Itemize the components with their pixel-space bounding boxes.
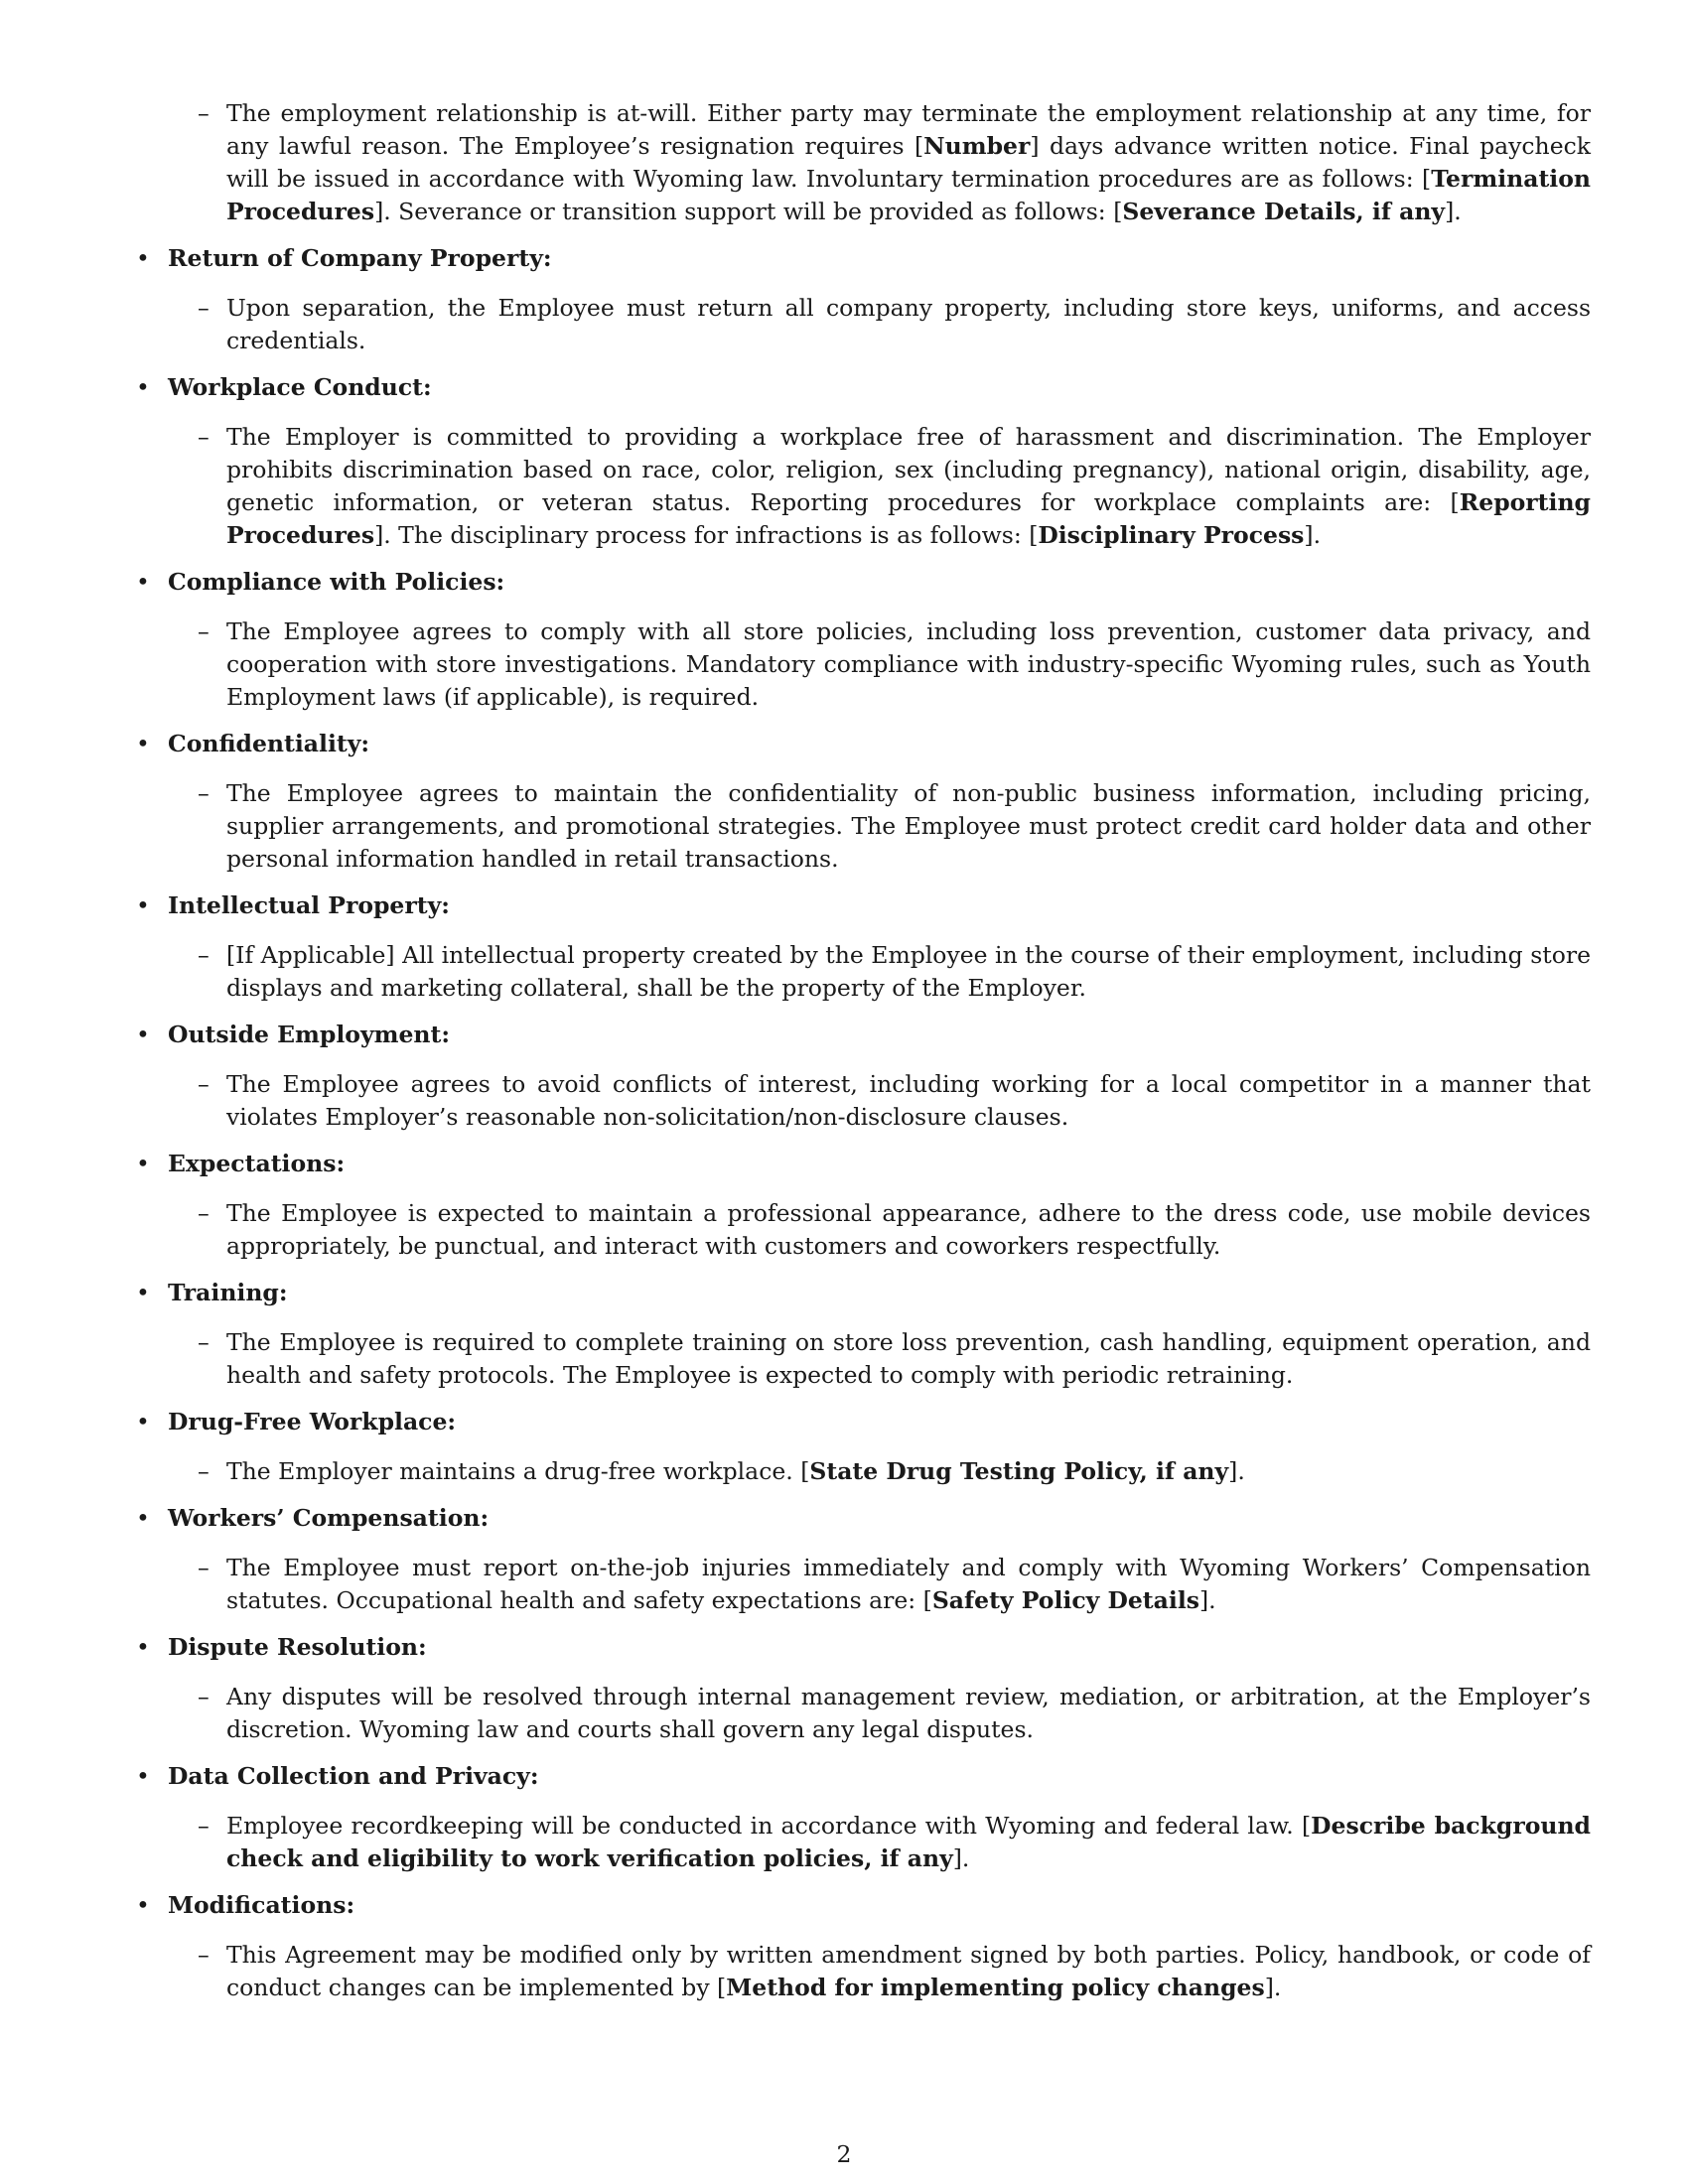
clause-text (131, 97, 1591, 228)
text-run: ]. (1445, 198, 1462, 225)
text-run: Upon separation, the Employee must return all company property, including store keys, uniforms, and access credentials. (226, 294, 1591, 354)
text-run: The Employee agrees to maintain the confidentiality of non-public business information, including pricing, supplier arrangements, and promotional strategies. The Employee must protect credit card holder data and other personal information handled in retail transactions. (226, 779, 1591, 873)
section-heading: • Workers’ Compensation: (131, 1502, 1591, 1535)
placeholder-field: State Drug Testing Policy, if any (809, 1457, 1229, 1485)
section (131, 566, 1591, 714)
section-heading: • Training: (131, 1277, 1591, 1309)
text-run: ]. (952, 1844, 970, 1872)
clause-text (131, 939, 1591, 1005)
section-heading: • Modifications: (131, 1889, 1591, 1922)
section-heading: • Dispute Resolution: (131, 1631, 1591, 1664)
section (131, 1148, 1591, 1263)
section-heading: • Drug-Free Workplace: (131, 1406, 1591, 1438)
text-run: The Employee is required to complete training on store loss prevention, cash handling, equipment operation, and health and safety protocols. The Employee is expected to comply with periodic retraining. (226, 1328, 1591, 1389)
placeholder-field: Describe background check and eligibility to work verification policies, if any (226, 1812, 1591, 1872)
text-run: The employment relationship is at-will. Either party may terminate the employment relationship at any time, for any lawful reason. The Employee’s resignation requires [ (226, 99, 1591, 160)
section-heading: • Intellectual Property: (131, 889, 1591, 922)
text-run: ]. (1304, 521, 1322, 549)
section-heading: • Return of Company Property: (131, 242, 1591, 275)
text-run: ]. (1264, 1974, 1282, 2001)
text-run: The Employee agrees to comply with all store policies, including loss prevention, customer data privacy, and cooperation with store investigations. Mandatory compliance with industry-specific Wyoming rules, such as Youth Employment laws (if applicable), is required. (226, 617, 1591, 711)
clause-text (131, 1810, 1591, 1875)
section (131, 1760, 1591, 1875)
clause-text (131, 1326, 1591, 1392)
section (131, 1406, 1591, 1488)
document-body (131, 97, 1591, 2004)
text-run: The Employee must report on-the-job injuries immediately and comply with Wyoming Workers’ Compensation statutes. Occupational health and safety expectations are: [ (226, 1554, 1591, 1614)
placeholder-field: Reporting Procedures (226, 488, 1591, 549)
text-run: ]. (1198, 1586, 1216, 1614)
section-heading: • Outside Employment: (131, 1019, 1591, 1051)
text-run: ]. The disciplinary process for infractions is as follows: [ (374, 521, 1039, 549)
section (131, 1631, 1591, 1746)
text-run: Employee recordkeeping will be conducted in accordance with Wyoming and federal law. [ (226, 1812, 1312, 1840)
section (131, 1502, 1591, 1617)
text-run: The Employee is expected to maintain a professional appearance, adhere to the dress code, use mobile devices appropriately, be punctual, and interact with customers and coworkers respectfully. (226, 1199, 1591, 1260)
clause-text (131, 1068, 1591, 1134)
section-heading: • Confidentiality: (131, 728, 1591, 760)
section (131, 1277, 1591, 1392)
text-run: ] days advance written notice. Final paycheck will be issued in accordance with Wyoming law. Involuntary termination procedures are as follows: [ (226, 132, 1592, 193)
text-run: [If Applicable] All intellectual property created by the Employee in the course of their employment, including store displays and marketing collateral, shall be the property of the Employer. (226, 941, 1591, 1002)
section-heading: • Workplace Conduct: (131, 371, 1591, 404)
placeholder-field: Severance Details, if any (1122, 198, 1446, 225)
section (131, 371, 1591, 552)
clause-text (131, 615, 1591, 714)
placeholder-field: Number (923, 132, 1031, 160)
text-run: The Employer maintains a drug-free workplace. [ (226, 1457, 810, 1485)
text-run: ]. Severance or transition support will be provided as follows: [ (374, 198, 1123, 225)
clause-text (131, 1939, 1591, 2004)
text-run: ]. (1228, 1457, 1245, 1485)
clause-text (131, 1552, 1591, 1617)
text-run: This Agreement may be modified only by written amendment signed by both parties. Policy, handbook, or code of conduct changes can be implemented by [ (226, 1941, 1591, 2001)
section (131, 1889, 1591, 2004)
section (131, 97, 1591, 228)
page-number: 2 (836, 2140, 852, 2168)
placeholder-field: Method for implementing policy changes (726, 1974, 1265, 2001)
text-run: Any disputes will be resolved through internal management review, mediation, or arbitration, at the Employer’s discretion. Wyoming law and courts shall govern any legal disputes. (226, 1683, 1591, 1743)
section (131, 889, 1591, 1005)
clause-text (131, 777, 1591, 876)
section (131, 1019, 1591, 1134)
section-heading: • Compliance with Policies: (131, 566, 1591, 599)
section-heading: • Expectations: (131, 1148, 1591, 1180)
text-run: The Employee agrees to avoid conflicts of interest, including working for a local competitor in a manner that violates Employer’s reasonable non-solicitation/non-disclosure clauses. (226, 1070, 1591, 1131)
placeholder-field: Termination Procedures (226, 165, 1591, 225)
clause-text (131, 1197, 1591, 1263)
placeholder-field: Safety Policy Details (931, 1586, 1199, 1614)
section-heading: • Data Collection and Privacy: (131, 1760, 1591, 1793)
text-run: The Employer is committed to providing a workplace free of harassment and discrimination. The Employer prohibits discrimination based on race, color, religion, sex (including pregnancy), national origin, disability, age, genetic information, or veteran status. Reporting procedures for workplace complaints are: [ (226, 423, 1591, 516)
clause-text (131, 421, 1591, 552)
placeholder-field: Disciplinary Process (1038, 521, 1305, 549)
clause-text (131, 1455, 1591, 1488)
clause-text (131, 1681, 1591, 1746)
clause-text (131, 292, 1591, 357)
section (131, 242, 1591, 357)
section (131, 728, 1591, 876)
